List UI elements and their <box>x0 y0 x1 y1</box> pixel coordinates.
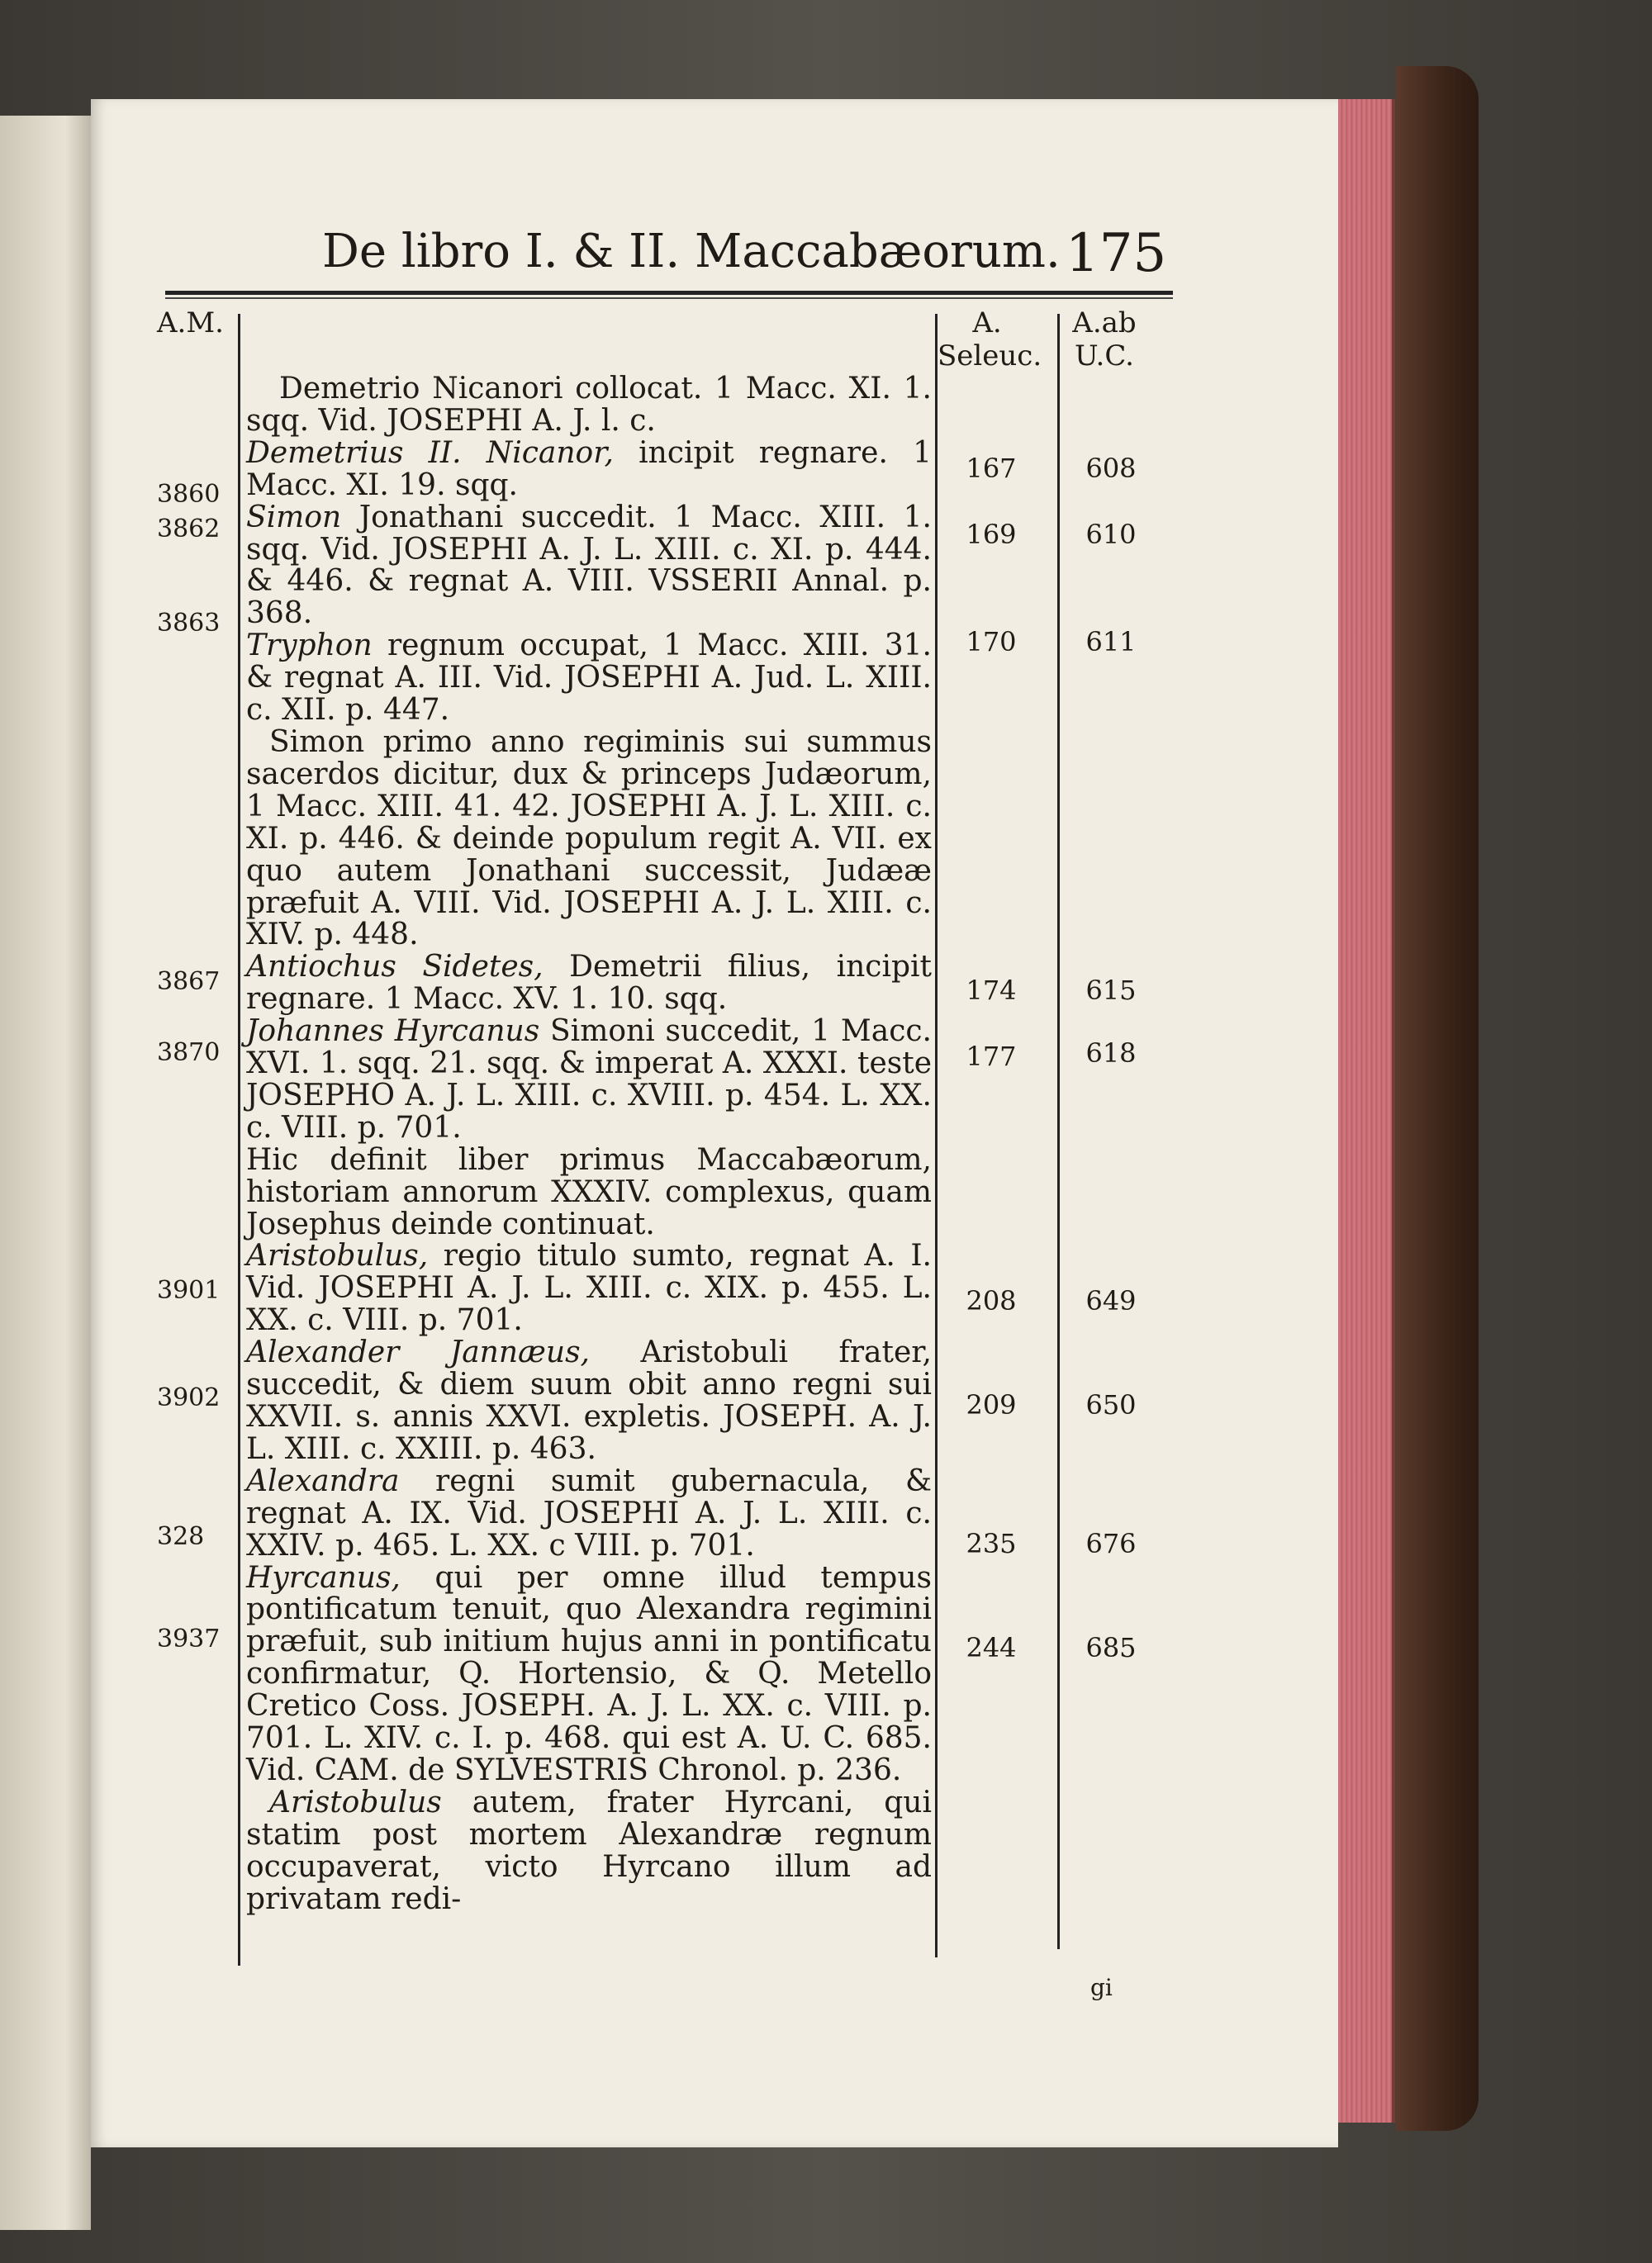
entry-name: Johannes Hyrcanus <box>246 1014 540 1049</box>
column-head-uc-b: U.C. <box>1075 339 1134 372</box>
entry-body: autem, frater Hyrcani, qui statim post mortem Alexandræ regnum occupaverat, victo Hyrcano illum ad privatam redi- <box>246 1785 932 1916</box>
entry-name: Demetrius II. Nicanor, <box>246 435 614 470</box>
column-head-seleuc-b: Seleuc. <box>938 339 1042 372</box>
left-page-edge <box>0 116 66 2230</box>
uc-year: 685 <box>1085 1632 1137 1663</box>
uc-year: 611 <box>1085 626 1137 657</box>
entry-text <box>246 1142 932 1241</box>
left-spine-gutter <box>66 116 91 2230</box>
entry-body: regni sumit gubernacula, & regnat A. IX. Vid. JOSEPHI A. J. L. XIII. c. XXIV. p. 465. L. XX. c VIII. p. 701. <box>246 1464 932 1563</box>
seleucid-year: 177 <box>966 1041 1017 1072</box>
column-head-am: A.M. <box>157 306 224 339</box>
chronology-text-column <box>246 373 932 1916</box>
uc-year: 650 <box>1085 1389 1137 1421</box>
header-rule-thin <box>165 297 1173 299</box>
catchword: gi <box>1090 1974 1113 2001</box>
entry-body: qui per omne illud tempus pontificatum tenuit, quo Alexandra regimini præfuit, sub initium hujus anni in pontificatu confirmatur, Q. Hortensio, & Q. Metello Cretico Coss. JOSEPH. A. J. L. XX. c. VIII. p. 701. L. XIV. c. I. p. 468. qui est A. U. C. 685. Vid. CAM. de SYLVESTRIS Chronol. p. 236. <box>246 1560 932 1787</box>
entry-body: Hic definit liber primus Maccabæorum, historiam annorum XXXIV. complexus, quam Josephus deinde continuat. <box>246 1142 932 1241</box>
uc-year: 649 <box>1085 1285 1137 1317</box>
entry-body: regio titulo sumto, regnat A. I. Vid. JOSEPHI A. J. L. XIII. c. XIX. p. 455. L. XX. c. VIII. p. 701. <box>246 1239 932 1338</box>
seleucid-year: 235 <box>966 1528 1017 1559</box>
am-year: 3870 <box>157 1038 221 1067</box>
entry-body: regnum occupat, 1 Macc. XIII. 31. & regnat A. III. Vid. JOSEPHI A. Jud. L. XIII. c. XII. p. 447. <box>246 629 932 728</box>
column-rule-text <box>935 314 938 1957</box>
am-year: 3937 <box>157 1625 221 1653</box>
uc-year: 676 <box>1085 1528 1137 1559</box>
seleucid-year: 167 <box>966 453 1017 484</box>
am-year: 3867 <box>157 967 221 996</box>
uc-year: 618 <box>1085 1037 1137 1069</box>
seleucid-year: 170 <box>966 626 1017 657</box>
uc-year: 610 <box>1085 519 1137 550</box>
am-year: 328 <box>157 1522 205 1551</box>
entry-body: Demetrio Nicanori collocat. 1 Macc. XI. 1. sqq. Vid. JOSEPHI A. J. l. c. <box>246 372 932 438</box>
entry-body: Simon primo anno regiminis sui summus sacerdos dicitur, dux & princeps Judæorum, 1 Macc. XIII. 41. 42. JOSEPHI A. J. L. XIII. c. XI. p. 446. & deinde populum regit A. VII. ex quo autem Jonathani successit, Judææ præfuit A. VIII. Vid. JOSEPHI A. J. L. XIII. c. XIV. p. 448. <box>246 724 932 952</box>
entry-name: Simon <box>246 500 342 534</box>
seleucid-year: 208 <box>966 1285 1017 1317</box>
entry-text <box>246 630 932 727</box>
entry-body: Simoni succedit, 1 Macc. XVI. 1. sqq. 21. sqq. & imperat A. XXXI. teste JOSEPHO A. J. L. XIII. c. XVIII. p. 454. L. XX. c. VIII. p. 701. <box>246 1014 932 1145</box>
book-cover-binding <box>1396 66 1479 2131</box>
seleucid-year: 174 <box>966 975 1017 1006</box>
entry-text <box>246 1337 932 1466</box>
entry-name: Antiochus Sidetes, <box>246 950 544 984</box>
entry-body: Demetrii filius, incipit regnare. 1 Macc. XV. 1. 10. sqq. <box>246 950 932 1017</box>
entry-name: Alexander Jannæus, <box>246 1336 590 1370</box>
entry-text <box>246 1466 932 1563</box>
entry-text <box>246 724 932 952</box>
entry-text <box>246 951 932 1016</box>
entry-name: Aristobulus, <box>246 1239 429 1274</box>
entry-text <box>246 1016 932 1145</box>
am-year: 3862 <box>157 515 221 543</box>
entry-text <box>246 435 932 502</box>
entry-body: Aristobuli frater, succedit, & diem suum obit anno regni sui XXVII. s. annis XXVI. expletis. JOSEPH. A. J. L. XIII. c. XXIII. p. 463. <box>246 1336 932 1466</box>
uc-year: 608 <box>1085 453 1137 484</box>
am-year: 3863 <box>157 609 221 638</box>
running-head-title: De libro I. & II. Maccabæorum. <box>322 225 1061 278</box>
entry-name: Tryphon <box>246 629 373 663</box>
entry-text <box>246 1787 932 1916</box>
entry-text <box>246 1560 932 1787</box>
page-number: 175 <box>1066 223 1167 284</box>
seleucid-year: 169 <box>966 519 1017 550</box>
uc-year: 615 <box>1085 975 1137 1006</box>
am-year: 3860 <box>157 480 221 509</box>
entry-text <box>246 1241 932 1337</box>
entry-name: Aristobulus <box>269 1785 442 1819</box>
entry-body: incipit regnare. 1 Macc. XI. 19. sqq. <box>246 435 932 502</box>
entry-text <box>246 502 932 631</box>
column-head-seleuc-a: A. <box>972 306 1002 339</box>
column-rule-seleuc <box>1057 314 1060 1949</box>
am-year: 3901 <box>157 1276 221 1305</box>
entry-body: Jonathani succedit. 1 Macc. XIII. 1. sqq. Vid. JOSEPHI A. J. L. XIII. c. XI. p. 444. & 446. & regnat A. VIII. VSSERII Annal. p. 368. <box>246 500 932 631</box>
am-year: 3902 <box>157 1383 221 1412</box>
column-head-uc-a: A.ab <box>1072 306 1137 339</box>
column-rule-am <box>238 314 240 1966</box>
entry-name: Alexandra <box>246 1464 400 1498</box>
entry-text <box>246 373 932 438</box>
entry-name: Hyrcanus, <box>246 1560 401 1595</box>
header-rule <box>165 291 1173 295</box>
seleucid-year: 244 <box>966 1632 1017 1663</box>
seleucid-year: 209 <box>966 1389 1017 1421</box>
